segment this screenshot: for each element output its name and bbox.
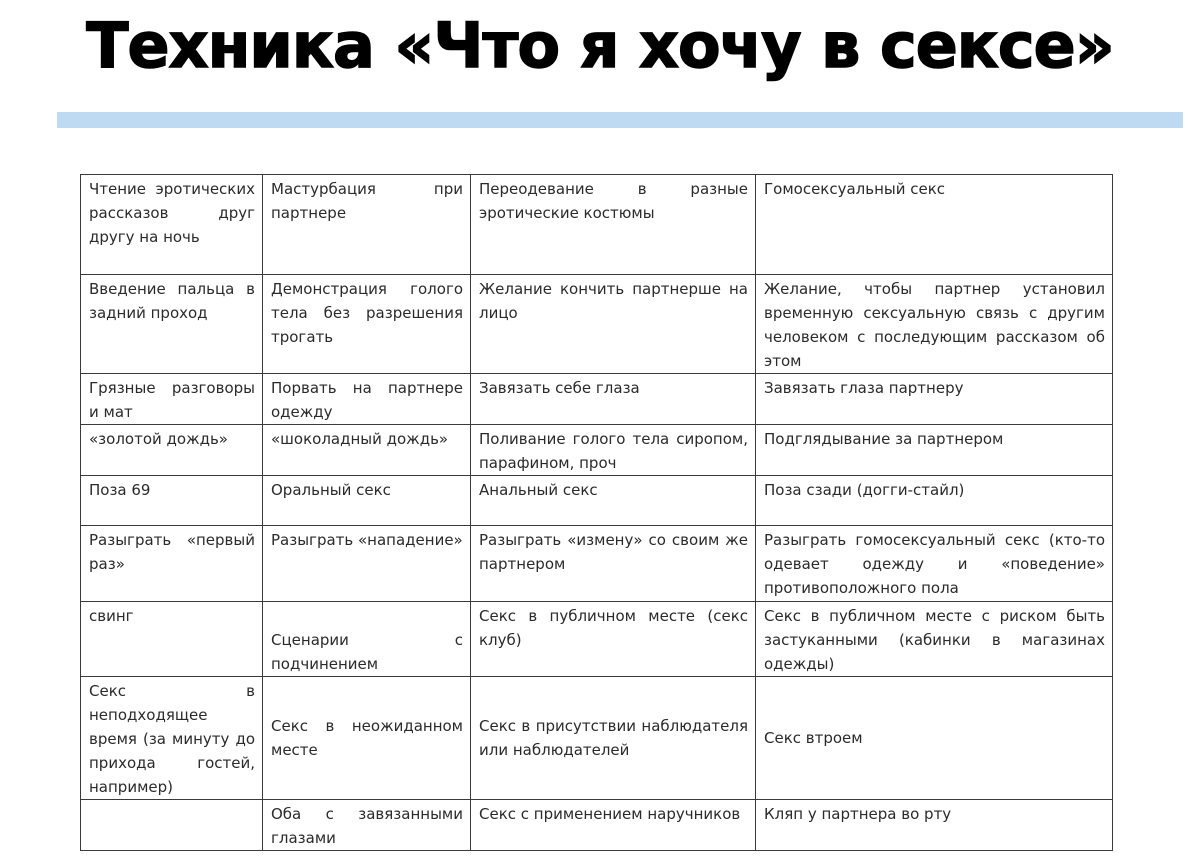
table-cell: Секс с применением наручников	[471, 800, 756, 851]
table-cell: Мастурбация при партнере	[263, 175, 471, 275]
table-cell: Секс втроем	[756, 677, 1113, 800]
table-row	[81, 175, 1113, 275]
table-row	[81, 677, 1113, 800]
table-cell: «шоколадный дождь»	[263, 425, 471, 476]
table-cell: Кляп у партнера во рту	[756, 800, 1113, 851]
table-cell: Завязать глаза партнеру	[756, 374, 1113, 425]
table-cell: Гомосексуальный секс	[756, 175, 1113, 275]
table-cell: Переодевание в разные эротические костюмы	[471, 175, 756, 275]
table-cell: Разыграть «нападение»	[263, 526, 471, 602]
table-cell: Разыграть «измену» со своим же партнером	[471, 526, 756, 602]
table-cell: Чтение эротических рассказов друг другу на ночь	[81, 175, 263, 275]
table-cell: Разыграть «первый раз»	[81, 526, 263, 602]
table-cell: Секс в неожиданном месте	[263, 677, 471, 800]
table-cell: Оба с завязанными глазами	[263, 800, 471, 851]
table-cell: Сценарии с подчинением	[263, 602, 471, 677]
table-row	[81, 374, 1113, 425]
table-cell: «золотой дождь»	[81, 425, 263, 476]
table-row	[81, 425, 1113, 476]
table-cell: Поза сзади (догги-стайл)	[756, 476, 1113, 526]
table-cell: Секс в публичном месте с риском быть застуканными (кабинки в магазинах одежды)	[756, 602, 1113, 677]
page-title: Техника «Что я хочу в сексе»	[86, 9, 1114, 82]
table-row	[81, 602, 1113, 677]
table-cell: свинг	[81, 602, 263, 677]
table-cell: Оральный секс	[263, 476, 471, 526]
table-row	[81, 800, 1113, 851]
table-cell: Поливание голого тела сиропом, парафином, проч	[471, 425, 756, 476]
table-row	[81, 526, 1113, 602]
table-cell: Желание, чтобы партнер установил временную сексуальную связь с другим человеком с последующим рассказом об этом	[756, 275, 1113, 374]
table-cell: Поза 69	[81, 476, 263, 526]
table-cell: Разыграть гомосексуальный секс (кто-то одевает одежду и «поведение» противоположного пола	[756, 526, 1113, 602]
table-row	[81, 275, 1113, 374]
table-cell: Демонстрация голого тела без разрешения трогать	[263, 275, 471, 374]
table-cell: Грязные разговоры и мат	[81, 374, 263, 425]
table-cell: Желание кончить партнерше на лицо	[471, 275, 756, 374]
table-cell	[81, 800, 263, 851]
preferences-table	[80, 174, 1113, 851]
table-cell: Анальный секс	[471, 476, 756, 526]
table-row	[81, 476, 1113, 526]
title-divider	[57, 112, 1183, 128]
table-cell: Порвать на партнере одежду	[263, 374, 471, 425]
table-cell: Подглядывание за партнером	[756, 425, 1113, 476]
table-cell: Завязать себе глаза	[471, 374, 756, 425]
table-cell: Секс в неподходящее время (за минуту до прихода гостей, например)	[81, 677, 263, 800]
table-cell: Введение пальца в задний проход	[81, 275, 263, 374]
table-cell: Секс в публичном месте (секс клуб)	[471, 602, 756, 677]
table-cell: Секс в присутствии наблюдателя или наблюдателей	[471, 677, 756, 800]
